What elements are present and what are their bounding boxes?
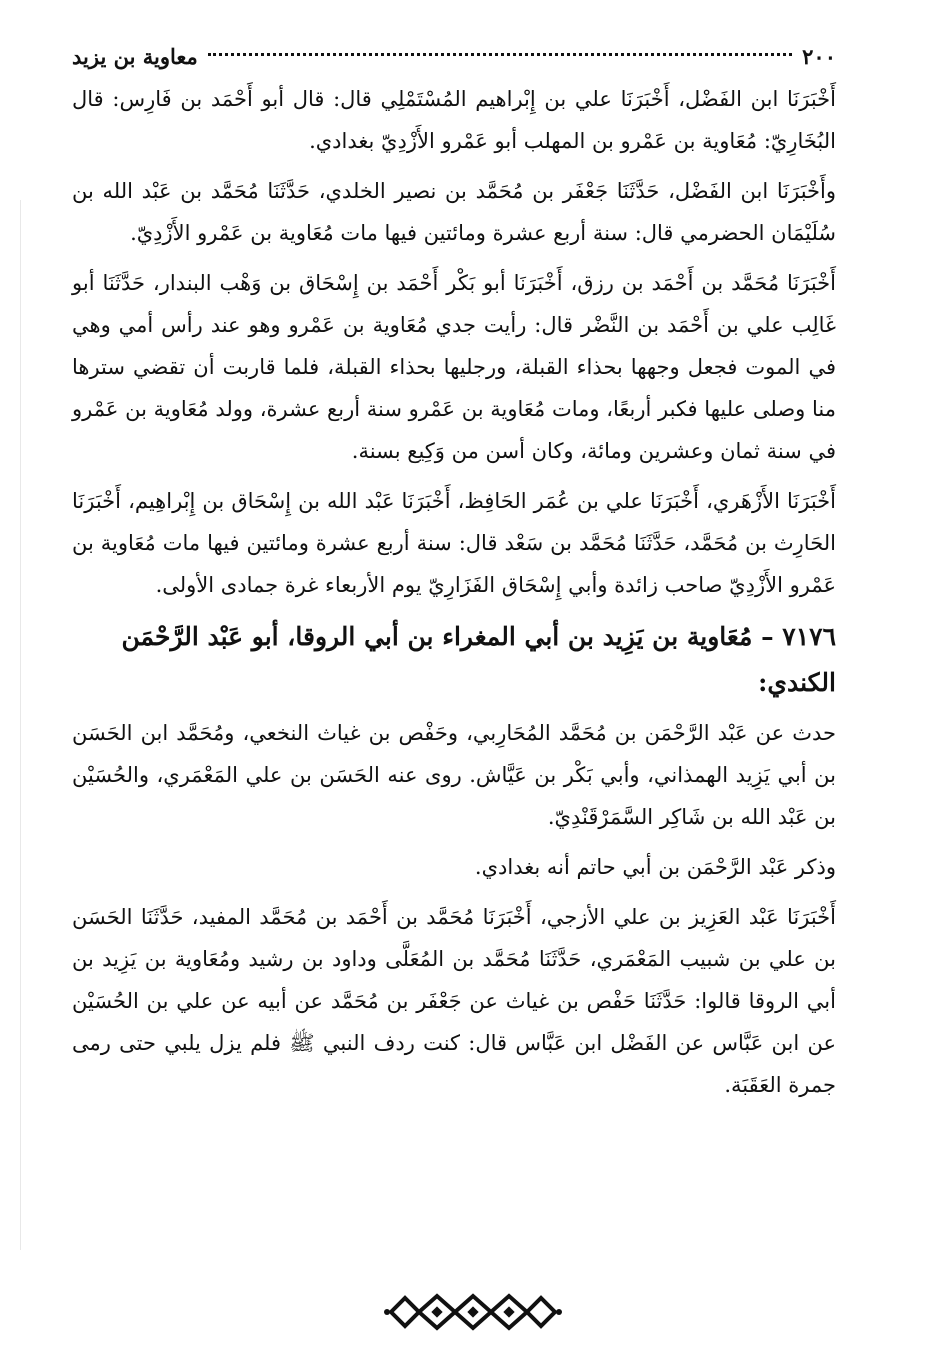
paragraph: أَخْبَرَنَا مُحَمَّد بن أَحْمَد بن رزق، أَخْبَرَنَا أبو بَكْر أَحْمَد بن إِسْحَاق بن وَهْب البندار، حَدَّثَنَا أبو غَالِب علي بن أَحْمَد بن النَّضْر قال: رأيت جدي مُعَاوية بن عَمْرو وهو عند رأس أمي وهي في الموت فجعل وجهها بحذاء القبلة، ورجليها بحذاء القبلة، فلما قاربت أن تقضي سترها منا وصلى عليها فكبر أربعًا، ومات مُعَاوية بن عَمْرو سنة أربع عشرة، وولد مُعَاوية بن عَمْرو في سنة ثمان وعشرين ومائة، وكان أسن من وَكِيع بسنة. [72,271,836,463]
ornament-container [0,1290,946,1338]
entry-paragraph: حدث عن عَبْد الرَّحْمَن بن مُحَمَّد المُحَارِبي، وحَفْص بن غياث النخعي، ومُحَمَّد ابن الحَسَن بن أبي يَزِيد الهمذاني، وأبي بَكْر بن عَيَّاش. روى عنه الحَسَن بن علي المَعْمَري، والحُسَيْن بن عَبْد الله بن شَاكِر السَّمَرْقَنْدِيّ. [72,721,836,829]
paragraph: أَخْبَرَنَا ابن الفَضْل، أَخْبَرَنَا علي بن إِبْراهيم المُسْتَمْلِي قال: قال أبو أَحْمَد بن فَارِس: قال البُخَارِيّ: مُعَاوية بن عَمْرو بن المهلب أبو عَمْرو الأَزْدِيّ بغدادي. [72,87,836,153]
entry-paragraph: أَخْبَرَنَا عَبْد العَزِيز بن علي الأزجي، أَخْبَرَنَا مُحَمَّد بن أَحْمَد بن مُحَمَّد المفيد، حَدَّثَنَا الحَسَن بن علي بن شبيب المَعْمَري، حَدَّثَنَا مُحَمَّد بن المُعَلَّى وداود بن رشيد ومُعَاوية بن يَزِيد بن أبي الروقا قالوا: حَدَّثَنَا حَفْص بن غياث عن جَعْفَر بن مُحَمَّد عن أبيه عن علي بن الحُسَيْن عن ابن عَبَّاس عن الفَضْل ابن عَبَّاس قال: كنت ردف النبي ﷺ فلم يزل يلبي حتى رمى جمرة العَقَبَة. [72,905,836,1097]
page-header [72,40,836,72]
paragraph: وأَخْبَرَنَا ابن الفَضْل، حَدَّثَنَا جَعْفَر بن مُحَمَّد بن نصير الخلدي، حَدَّثَنَا مُحَمَّد بن عَبْد الله بن سُلَيْمَان الحضرمي قال: سنة أربع عشرة ومائتين فيها مات مُعَاوية بن عَمْرو الأَزْدِيّ. [72,179,836,245]
running-head: معاوية بن يزيد [72,43,198,69]
end-ornament-icon [383,1290,563,1334]
header-dot-leader [208,53,792,56]
entry-paragraph: وذكر عَبْد الرَّحْمَن بن أبي حاتم أنه بغدادي. [474,855,836,879]
entry-title: ٧١٧٦ – مُعَاوية بن يَزِيد بن أبي المغراء بن أبي الروقا، أبو عَبْد الرَّحْمَن الكندي: [121,622,836,697]
paragraph: أَخْبَرَنَا الأَزْهَري، أَخْبَرَنَا علي بن عُمَر الحَافِظ، أَخْبَرَنَا عَبْد الله بن إِسْحَاق بن إِبْراهِيم، أَخْبَرَنَا الحَارِث بن مُحَمَّد، حَدَّثَنَا مُحَمَّد بن سَعْد قال: سنة أربع عشرة ومائتين فيها مات مُعَاوية بن عَمْرو الأَزْدِيّ صاحب زائدة وأبي إِسْحَاق الفَزَارِيّ يوم الأربعاء غرة جمادى الأولى. [72,489,836,597]
page-number: ٢٠٠ [802,43,836,69]
scan-edge-line [20,200,21,1250]
